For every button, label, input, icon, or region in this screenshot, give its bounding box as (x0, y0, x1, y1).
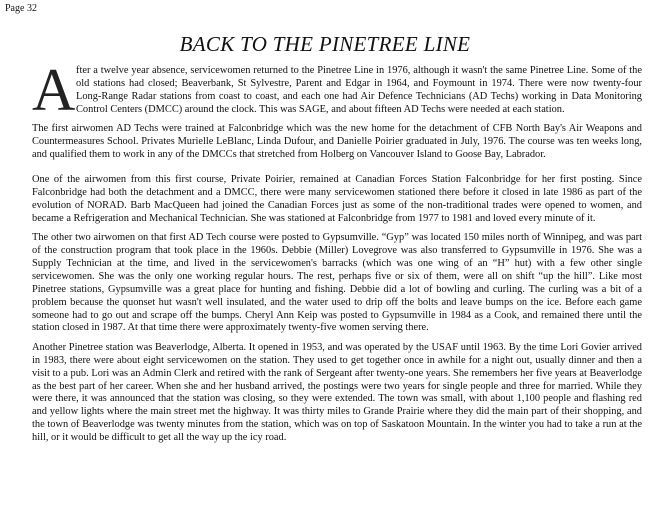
page-number: Page 32 (5, 3, 37, 14)
paragraph-2: The first airwomen AD Techs were trained at Falconbridge which was the new home for the detachment of CFB North Bay's Air Weapons and Countermeasures School. Privates Murielle LeBlanc, Linda Dufour, and Danielle Poirier graduated in July, 1976. The course was ten weeks long, and qualified them to work in any of the DMCCs that stretched from Holberg on Vancouver Island to Goose Bay, Labrador. (32, 123, 642, 160)
paragraph-5: Another Pinetree station was Beaverlodge, Alberta. It opened in 1953, and was operated by the USAF until 1963. By the time Lori Govier arrived in 1983, there were about eight servicewomen on the station. They used to get together once in awhile for a night out, usually dinner and then a visit to a pub. Lori was an Admin Clerk and retired with the rank of Sergeant after twenty-one years. She remembers her five years at Beaverlodge as the best part of her career. When she and her husband arrived, the postings were two years for single people and three for married. While they were there, it was announced that the station was closing, so they were extended. The town was small, with about 1,100 people and flashing red and yellow lights where the main street met the highway. It was thirty miles to Grande Prairie where they did the main part of their shopping, and the town of Beaverlodge was twenty minutes from the station, which was on top of Saskatoon Mountain. In the winter you had to take a run at the hill, or it would be difficult to get all the way up the icy road. (32, 341, 642, 444)
drop-cap: A (32, 57, 76, 123)
paragraph-4: The other two airwomen on that first AD Tech course were posted to Gypsumville. “Gyp” was located 150 miles north of Winnipeg, and was part of the construction program that took place in the 1960s. Debbie (Miller) Lovegrove was also transferred to Gypsumville in 1976. She was a Supply Technician at the time, and lived in the servicewomen's barracks (which was one wing of an “H” hut) with a few other single servicewomen. She was the only one working regular hours. The rest, perhaps five or six of them, were all on shift “up the hill”. Like most Pinetree stations, Gypsumville was a great place for hunting and fishing. Debbie did a lot of bowling and curling. The curling was a bit of a problem because the quonset hut wasn't well insulated, and the water used to drip off the bolts and leave bumps on the ice. Before each game someone had to go out and scrape off the bumps. Cheryl Ann Keip was posted to Gypsumville in 1984 as a Cook, and remained there until the station closed in 1987. At that time there were approximately twenty-five women serving there. (32, 232, 642, 334)
paragraph-1 (32, 57, 642, 123)
article-body (32, 57, 642, 451)
paragraph-1-text: fter a twelve year absence, servicewomen returned to the Pinetree Line in 1976, although it wasn't the same Pinetree Line. Some of the old stations had closed; Beaverbank, St Sylvestre, Parent and Edgar in 1964, and Foymount in 1974. There were now twenty-four Long-Range Radar stations from coast to coast, and each one had Air Defence Technicians (AD Techs) working in Data Monitoring Control Centers (DMCC) around the clock. This was SAGE, and about fifteen AD Techs were needed at each station. (76, 65, 642, 115)
paragraph-3: One of the airwomen from this first course, Private Poirier, remained at Canadian Forces Station Falconbridge for her first posting. Since Falconbridge had both the detachment and a DMCC, there were many servicewomen stationed there before it closed in late 1986 as part of the evolution of NORAD. Barb MacQueen had joined the Canadian Forces just as some of the non-traditional trades were opened to women, and became a Refrigeration and Mechanical Technician. She was stationed at Falconbridge from 1977 to 1981 and loved every minute of it. (32, 174, 642, 224)
article-title: BACK TO THE PINETREE LINE (179, 32, 471, 56)
